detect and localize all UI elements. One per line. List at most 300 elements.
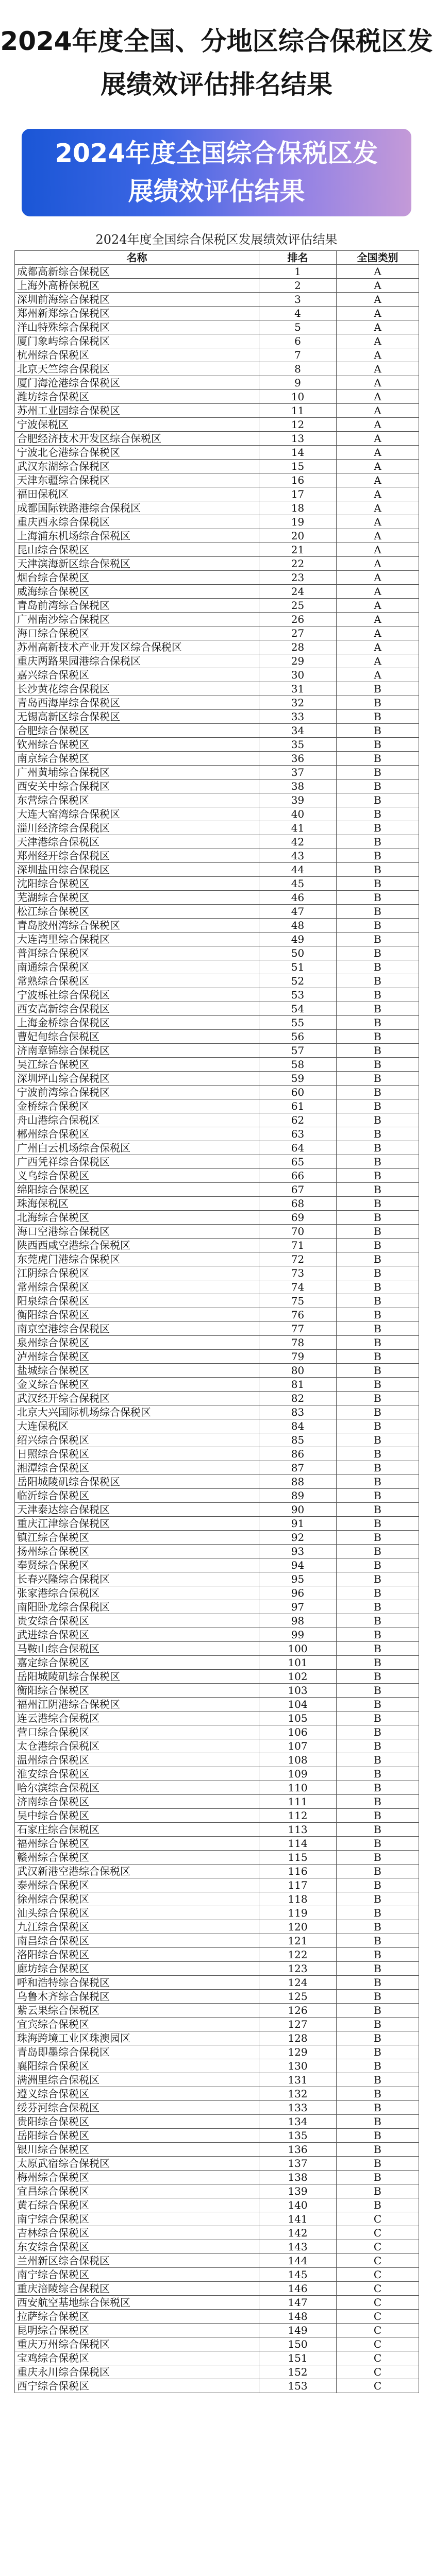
table-row <box>15 613 419 626</box>
category-cell: A <box>337 376 419 390</box>
table-row <box>15 1698 419 1711</box>
table-row <box>15 2212 419 2226</box>
rank-cell: 13 <box>259 432 337 446</box>
rank-cell: 140 <box>259 2198 337 2212</box>
table-row <box>15 1336 419 1350</box>
table-row <box>15 849 419 863</box>
zone-name-cell: 九江综合保税区 <box>15 1920 259 1934</box>
zone-name-cell: 赣州综合保税区 <box>15 1851 259 1865</box>
category-cell: B <box>337 766 419 779</box>
rank-cell: 66 <box>259 1169 337 1183</box>
zone-name-cell: 厦门海沧港综合保税区 <box>15 376 259 390</box>
category-cell: B <box>337 1865 419 1878</box>
rank-cell: 60 <box>259 1086 337 1099</box>
category-cell: A <box>337 487 419 501</box>
table-body <box>15 265 419 2393</box>
zone-name-cell: 重庆两路果园港综合保税区 <box>15 654 259 668</box>
category-cell: A <box>337 501 419 515</box>
rank-cell: 102 <box>259 1670 337 1684</box>
table-row <box>15 376 419 390</box>
rank-cell: 125 <box>259 1990 337 2004</box>
category-cell: B <box>337 1809 419 1823</box>
table-row <box>15 1280 419 1294</box>
category-cell: B <box>337 1586 419 1600</box>
rank-cell: 61 <box>259 1099 337 1113</box>
zone-name-cell: 东莞虎门港综合保税区 <box>15 1252 259 1266</box>
table-row <box>15 1294 419 1308</box>
table-row <box>15 668 419 682</box>
category-cell: C <box>337 2226 419 2240</box>
zone-name-cell: 遵义综合保税区 <box>15 2087 259 2101</box>
rank-cell: 111 <box>259 1795 337 1809</box>
category-cell: C <box>337 2254 419 2268</box>
rank-cell: 19 <box>259 515 337 529</box>
category-cell: A <box>337 529 419 543</box>
zone-name-cell: 重庆永川综合保税区 <box>15 2365 259 2379</box>
category-cell: B <box>337 1280 419 1294</box>
table-row <box>15 515 419 529</box>
category-cell: B <box>337 877 419 891</box>
banner-title: 2024年度全国综合保税区发展绩效评估结果 <box>55 139 378 206</box>
zone-name-cell: 宁波栎社综合保税区 <box>15 988 259 1002</box>
table-row <box>15 501 419 515</box>
category-cell: A <box>337 432 419 446</box>
category-cell: B <box>337 960 419 974</box>
table-row <box>15 1572 419 1586</box>
zone-name-cell: 成都高新综合保税区 <box>15 265 259 279</box>
table-row <box>15 1892 419 1906</box>
table-row <box>15 1044 419 1058</box>
category-cell: B <box>337 1072 419 1086</box>
zone-name-cell: 曹妃甸综合保税区 <box>15 1030 259 1044</box>
category-cell: B <box>337 2101 419 2115</box>
zone-name-cell: 宝鸡综合保税区 <box>15 2351 259 2365</box>
category-cell: B <box>337 2031 419 2045</box>
category-cell: B <box>337 1322 419 1336</box>
zone-name-cell: 深圳前海综合保税区 <box>15 293 259 307</box>
rank-cell: 38 <box>259 779 337 793</box>
zone-name-cell: 珠海保税区 <box>15 1197 259 1211</box>
table-row <box>15 1503 419 1517</box>
zone-name-cell: 衡阳综合保税区 <box>15 1684 259 1698</box>
zone-name-cell: 襄阳综合保税区 <box>15 2059 259 2073</box>
category-cell: A <box>337 418 419 432</box>
rank-cell: 134 <box>259 2115 337 2129</box>
zone-name-cell: 南京空港综合保税区 <box>15 1322 259 1336</box>
rank-cell: 26 <box>259 613 337 626</box>
rank-cell: 85 <box>259 1433 337 1447</box>
category-cell: A <box>337 265 419 279</box>
table-row <box>15 2282 419 2296</box>
zone-name-cell: 长春兴隆综合保税区 <box>15 1572 259 1586</box>
rank-cell: 62 <box>259 1113 337 1127</box>
table-row <box>15 2157 419 2171</box>
table-row <box>15 1851 419 1865</box>
category-cell: B <box>337 2143 419 2157</box>
rank-cell: 37 <box>259 766 337 779</box>
table-row <box>15 348 419 362</box>
category-cell: B <box>337 2198 419 2212</box>
zone-name-cell: 衡阳综合保税区 <box>15 1308 259 1322</box>
zone-name-cell: 奉贤综合保税区 <box>15 1558 259 1572</box>
zone-name-cell: 武进综合保税区 <box>15 1628 259 1642</box>
category-cell: C <box>337 2310 419 2324</box>
category-cell: B <box>337 807 419 821</box>
rank-cell: 150 <box>259 2337 337 2351</box>
zone-name-cell: 南阳卧龙综合保税区 <box>15 1600 259 1614</box>
rank-cell: 18 <box>259 501 337 515</box>
table-row <box>15 390 419 404</box>
table-row <box>15 2171 419 2184</box>
rank-cell: 107 <box>259 1739 337 1753</box>
rank-cell: 94 <box>259 1558 337 1572</box>
rank-cell: 101 <box>259 1656 337 1670</box>
table-row <box>15 334 419 348</box>
category-cell: B <box>337 1447 419 1461</box>
rank-cell: 70 <box>259 1225 337 1239</box>
zone-name-cell: 洛阳综合保税区 <box>15 1948 259 1962</box>
zone-name-cell: 嘉兴综合保税区 <box>15 668 259 682</box>
table-row <box>15 1016 419 1030</box>
table-row <box>15 1781 419 1795</box>
table-row <box>15 1517 419 1531</box>
rank-cell: 92 <box>259 1531 337 1545</box>
table-row <box>15 1239 419 1252</box>
zone-name-cell: 银川综合保税区 <box>15 2143 259 2157</box>
category-cell: B <box>337 2018 419 2031</box>
rank-cell: 83 <box>259 1405 337 1419</box>
category-cell: B <box>337 1906 419 1920</box>
zone-name-cell: 北京大兴国际机场综合保税区 <box>15 1405 259 1419</box>
category-cell: B <box>337 724 419 738</box>
table-row <box>15 2240 419 2254</box>
rank-cell: 121 <box>259 1934 337 1948</box>
table-row <box>15 1169 419 1183</box>
table-row <box>15 640 419 654</box>
rank-cell: 115 <box>259 1851 337 1865</box>
category-cell: B <box>337 1225 419 1239</box>
rank-cell: 131 <box>259 2073 337 2087</box>
zone-name-cell: 潍坊综合保税区 <box>15 390 259 404</box>
category-cell: B <box>337 1336 419 1350</box>
rank-cell: 63 <box>259 1127 337 1141</box>
category-cell: B <box>337 1433 419 1447</box>
rank-cell: 54 <box>259 1002 337 1016</box>
table-row <box>15 1962 419 1976</box>
rank-cell: 89 <box>259 1489 337 1503</box>
zone-name-cell: 义乌综合保税区 <box>15 1169 259 1183</box>
table-row <box>15 2059 419 2073</box>
category-cell: B <box>337 1141 419 1155</box>
rank-cell: 97 <box>259 1600 337 1614</box>
category-cell: B <box>337 1545 419 1558</box>
zone-name-cell: 北海综合保税区 <box>15 1211 259 1225</box>
rank-cell: 116 <box>259 1865 337 1878</box>
zone-name-cell: 天津东疆综合保税区 <box>15 473 259 487</box>
zone-name-cell: 大连大窑湾综合保税区 <box>15 807 259 821</box>
rank-cell: 55 <box>259 1016 337 1030</box>
table-row <box>15 2101 419 2115</box>
rank-cell: 122 <box>259 1948 337 1962</box>
table-row <box>15 2115 419 2129</box>
rank-cell: 20 <box>259 529 337 543</box>
rank-cell: 96 <box>259 1586 337 1600</box>
category-cell: B <box>337 1197 419 1211</box>
rank-cell: 75 <box>259 1294 337 1308</box>
zone-name-cell: 吉林综合保税区 <box>15 2226 259 2240</box>
category-cell: B <box>337 1503 419 1517</box>
table-row <box>15 1823 419 1837</box>
zone-name-cell: 成都国际铁路港综合保税区 <box>15 501 259 515</box>
table-row <box>15 1099 419 1113</box>
rank-cell: 58 <box>259 1058 337 1072</box>
rank-cell: 12 <box>259 418 337 432</box>
rank-cell: 24 <box>259 585 337 599</box>
rank-cell: 99 <box>259 1628 337 1642</box>
zone-name-cell: 张家港综合保税区 <box>15 1586 259 1600</box>
rank-cell: 56 <box>259 1030 337 1044</box>
page-title: 2024年度全国、分地区综合保税区发展绩效评估排名结果 <box>0 26 433 99</box>
category-cell: A <box>337 557 419 571</box>
zone-name-cell: 郴州综合保税区 <box>15 1127 259 1141</box>
rank-cell: 106 <box>259 1725 337 1739</box>
category-cell: B <box>337 1419 419 1433</box>
zone-name-cell: 杭州综合保税区 <box>15 348 259 362</box>
table-row <box>15 1656 419 1670</box>
zone-name-cell: 长沙黄花综合保税区 <box>15 682 259 696</box>
rank-cell: 74 <box>259 1280 337 1294</box>
rank-cell: 2 <box>259 279 337 293</box>
zone-name-cell: 南京综合保税区 <box>15 752 259 766</box>
category-cell: B <box>337 1698 419 1711</box>
zone-name-cell: 合肥经济技术开发区综合保税区 <box>15 432 259 446</box>
table-row <box>15 1405 419 1419</box>
table-row <box>15 1934 419 1948</box>
zone-name-cell: 石家庄综合保税区 <box>15 1823 259 1837</box>
zone-name-cell: 兰州新区综合保税区 <box>15 2254 259 2268</box>
zone-name-cell: 上海外高桥保税区 <box>15 279 259 293</box>
category-cell: B <box>337 919 419 933</box>
table-row <box>15 1030 419 1044</box>
table-row <box>15 307 419 320</box>
rank-cell: 105 <box>259 1711 337 1725</box>
zone-name-cell: 重庆万州综合保税区 <box>15 2337 259 2351</box>
table-row <box>15 2087 419 2101</box>
zone-name-cell: 武汉东湖综合保税区 <box>15 460 259 473</box>
rank-cell: 132 <box>259 2087 337 2101</box>
table-row <box>15 1628 419 1642</box>
category-cell: B <box>337 2184 419 2198</box>
category-cell: B <box>337 1211 419 1225</box>
table-row <box>15 585 419 599</box>
rank-cell: 35 <box>259 738 337 752</box>
rank-cell: 27 <box>259 626 337 640</box>
category-cell: B <box>337 1823 419 1837</box>
zone-name-cell: 东安综合保税区 <box>15 2240 259 2254</box>
ranking-table <box>14 250 419 2393</box>
rank-cell: 148 <box>259 2310 337 2324</box>
zone-name-cell: 青岛即墨综合保税区 <box>15 2045 259 2059</box>
table-row <box>15 1475 419 1489</box>
zone-name-cell: 西安航空基地综合保税区 <box>15 2296 259 2310</box>
category-cell: A <box>337 515 419 529</box>
table-row <box>15 362 419 376</box>
category-cell: B <box>337 1169 419 1183</box>
category-cell: B <box>337 1475 419 1489</box>
category-cell: B <box>337 1781 419 1795</box>
category-cell: B <box>337 1183 419 1197</box>
category-cell: B <box>337 863 419 877</box>
table-row <box>15 1197 419 1211</box>
zone-name-cell: 宁波前湾综合保税区 <box>15 1086 259 1099</box>
rank-cell: 71 <box>259 1239 337 1252</box>
table-row <box>15 752 419 766</box>
category-cell: B <box>337 1892 419 1906</box>
rank-cell: 10 <box>259 390 337 404</box>
category-cell: A <box>337 613 419 626</box>
rank-cell: 50 <box>259 946 337 960</box>
zone-name-cell: 乌鲁木齐综合保税区 <box>15 1990 259 2004</box>
table-row <box>15 1141 419 1155</box>
rank-cell: 43 <box>259 849 337 863</box>
category-cell: A <box>337 348 419 362</box>
rank-cell: 86 <box>259 1447 337 1461</box>
zone-name-cell: 普洱综合保税区 <box>15 946 259 960</box>
table-row <box>15 1308 419 1322</box>
zone-name-cell: 大连湾里综合保税区 <box>15 933 259 946</box>
category-cell: C <box>337 2351 419 2365</box>
table-row <box>15 1183 419 1197</box>
table-row <box>15 432 419 446</box>
table-row <box>15 1865 419 1878</box>
category-cell: B <box>337 1016 419 1030</box>
rank-cell: 141 <box>259 2212 337 2226</box>
category-cell: B <box>337 1725 419 1739</box>
category-cell: B <box>337 1976 419 1990</box>
rank-cell: 127 <box>259 2018 337 2031</box>
rank-cell: 68 <box>259 1197 337 1211</box>
zone-name-cell: 深圳坪山综合保税区 <box>15 1072 259 1086</box>
table-row <box>15 2045 419 2059</box>
zone-name-cell: 重庆涪陵综合保税区 <box>15 2282 259 2296</box>
zone-name-cell: 武汉经开综合保税区 <box>15 1392 259 1405</box>
category-cell: B <box>337 2157 419 2171</box>
table-row <box>15 2004 419 2018</box>
table-row <box>15 696 419 710</box>
rank-cell: 31 <box>259 682 337 696</box>
zone-name-cell: 青岛胶州湾综合保税区 <box>15 919 259 933</box>
rank-cell: 15 <box>259 460 337 473</box>
category-cell: B <box>337 2059 419 2073</box>
category-cell: B <box>337 1628 419 1642</box>
rank-cell: 7 <box>259 348 337 362</box>
category-cell: B <box>337 1753 419 1767</box>
rank-cell: 21 <box>259 543 337 557</box>
zone-name-cell: 昆明综合保税区 <box>15 2324 259 2337</box>
category-cell: C <box>337 2282 419 2296</box>
rank-cell: 8 <box>259 362 337 376</box>
category-cell: B <box>337 2045 419 2059</box>
rank-cell: 3 <box>259 293 337 307</box>
table-row <box>15 1531 419 1545</box>
rank-cell: 133 <box>259 2101 337 2115</box>
zone-name-cell: 福州综合保税区 <box>15 1837 259 1851</box>
zone-name-cell: 洋山特殊综合保税区 <box>15 320 259 334</box>
zone-name-cell: 北京天竺综合保税区 <box>15 362 259 376</box>
category-cell: B <box>337 1002 419 1016</box>
rank-cell: 79 <box>259 1350 337 1364</box>
category-cell: C <box>337 2365 419 2379</box>
table-row <box>15 960 419 974</box>
table-row <box>15 1642 419 1656</box>
table-row <box>15 460 419 473</box>
category-cell: B <box>337 933 419 946</box>
zone-name-cell: 钦州综合保税区 <box>15 738 259 752</box>
table-row <box>15 473 419 487</box>
table-row <box>15 821 419 835</box>
category-cell: B <box>337 1948 419 1962</box>
rank-cell: 39 <box>259 793 337 807</box>
rank-cell: 9 <box>259 376 337 390</box>
rank-cell: 42 <box>259 835 337 849</box>
rank-cell: 28 <box>259 640 337 654</box>
category-cell: B <box>337 1058 419 1072</box>
rank-cell: 88 <box>259 1475 337 1489</box>
table-row <box>15 946 419 960</box>
zone-name-cell: 天津滨海新区综合保税区 <box>15 557 259 571</box>
zone-name-cell: 天津泰达综合保税区 <box>15 1503 259 1517</box>
zone-name-cell: 岳阳综合保税区 <box>15 2129 259 2143</box>
category-cell: A <box>337 307 419 320</box>
category-cell: B <box>337 1572 419 1586</box>
category-cell: B <box>337 1364 419 1378</box>
category-cell: B <box>337 1517 419 1531</box>
rank-cell: 91 <box>259 1517 337 1531</box>
category-cell: B <box>337 752 419 766</box>
zone-name-cell: 临沂综合保税区 <box>15 1489 259 1503</box>
table-row <box>15 1767 419 1781</box>
category-cell: C <box>337 2268 419 2282</box>
category-cell: B <box>337 1684 419 1698</box>
zone-name-cell: 珠海跨境工业区珠澳园区 <box>15 2031 259 2045</box>
rank-cell: 137 <box>259 2157 337 2171</box>
table-row <box>15 446 419 460</box>
table-row <box>15 1461 419 1475</box>
table-row <box>15 1419 419 1433</box>
category-cell: B <box>337 1461 419 1475</box>
table-row <box>15 487 419 501</box>
category-cell: B <box>337 849 419 863</box>
rank-cell: 48 <box>259 919 337 933</box>
rank-cell: 1 <box>259 265 337 279</box>
header-rank: 排名 <box>259 251 337 265</box>
table-row <box>15 293 419 307</box>
category-cell: B <box>337 1767 419 1781</box>
zone-name-cell: 日照综合保税区 <box>15 1447 259 1461</box>
table-row <box>15 2351 419 2365</box>
zone-name-cell: 吴江综合保税区 <box>15 1058 259 1072</box>
rank-cell: 49 <box>259 933 337 946</box>
zone-name-cell: 拉萨综合保税区 <box>15 2310 259 2324</box>
table-row <box>15 1600 419 1614</box>
rank-cell: 64 <box>259 1141 337 1155</box>
rank-cell: 41 <box>259 821 337 835</box>
table-row <box>15 626 419 640</box>
zone-name-cell: 贵安综合保税区 <box>15 1614 259 1628</box>
rank-cell: 109 <box>259 1767 337 1781</box>
zone-name-cell: 福州江阴港综合保税区 <box>15 1698 259 1711</box>
table-row <box>15 2073 419 2087</box>
